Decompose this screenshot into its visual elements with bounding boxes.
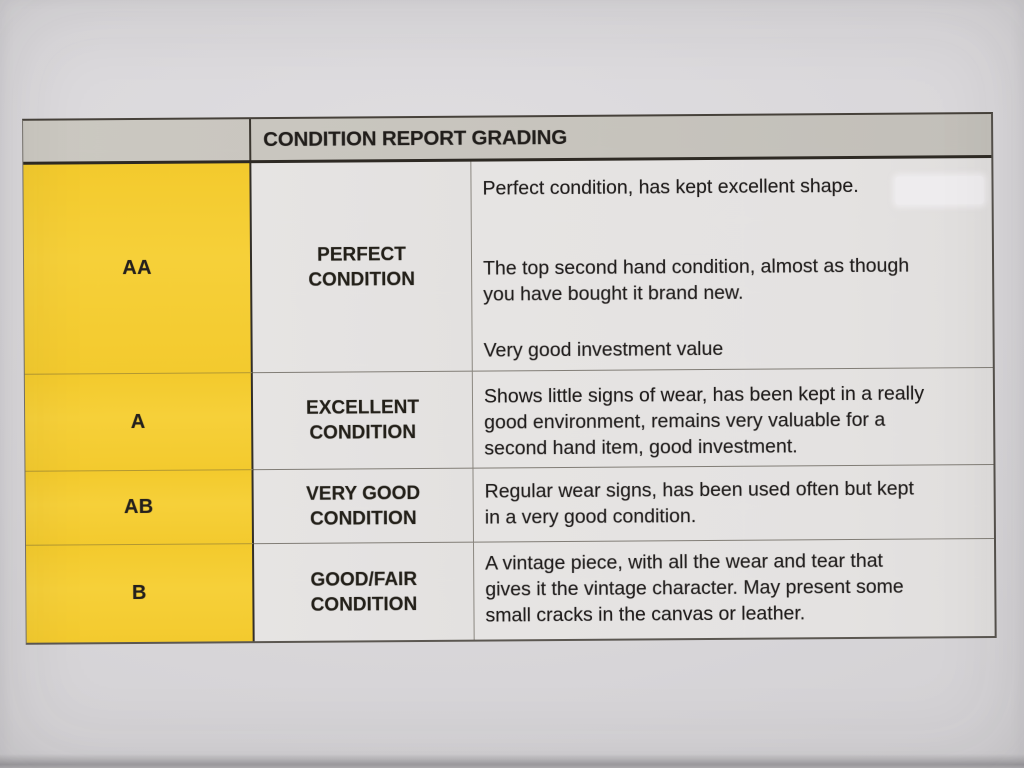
grade-cell: [25, 372, 254, 471]
condition-grading-table: [22, 112, 997, 645]
condition-cell: [253, 468, 474, 544]
condition-cell: [251, 162, 472, 373]
table-row: [23, 158, 992, 374]
description-line: small cracks in the canvas or leather.: [485, 602, 806, 627]
condition-label: GOOD/FAIR CONDITION: [310, 568, 418, 616]
table-header-row: [23, 114, 991, 165]
description-line: Very good investment value: [483, 337, 724, 362]
description-line: A vintage piece, with all the wear and tear that: [485, 549, 884, 575]
description-line: Shows little signs of wear, has been kept in a really: [483, 382, 925, 408]
description-line: gives it the vintage character. May present some: [485, 575, 904, 601]
condition-label: PERFECT CONDITION: [308, 243, 416, 291]
description-paragraph: [485, 475, 988, 531]
table-row: [26, 538, 995, 643]
table-row: [25, 367, 994, 471]
description-line: Perfect condition, has kept excellent shape.: [482, 174, 859, 200]
description-paragraph: [485, 547, 989, 629]
grade-cell: [26, 543, 255, 643]
description-line: The top second hand condition, almost as though: [483, 254, 910, 280]
header-empty-cell: [23, 119, 251, 162]
grade-label: A: [130, 410, 146, 433]
condition-cell: [253, 371, 474, 470]
grade-label: AA: [122, 256, 152, 280]
description-line: second hand item, good investment.: [484, 435, 798, 460]
description-paragraph: [484, 380, 988, 462]
grade-label: AB: [123, 495, 154, 519]
header-title-cell: [251, 114, 991, 160]
description-cell: [474, 538, 995, 640]
paper-bottom-edge: [0, 754, 1024, 768]
description-cell: [473, 367, 994, 468]
table-row: [25, 464, 993, 545]
table-title: CONDITION REPORT GRADING: [263, 125, 568, 151]
condition-cell: [254, 542, 475, 642]
condition-label: EXCELLENT CONDITION: [305, 397, 420, 444]
whiteout-patch: [895, 176, 983, 205]
condition-label: VERY GOOD CONDITION: [306, 482, 421, 530]
description-line: in a very good condition.: [484, 505, 697, 529]
grade-cell: [23, 163, 252, 374]
description-line: good environment, remains very valuable for a: [484, 408, 886, 434]
grade-cell: [25, 469, 254, 545]
description-paragraph: [483, 252, 986, 308]
description-line: you have bought it brand new.: [483, 281, 744, 306]
description-cell: [473, 464, 994, 542]
grade-label: B: [131, 581, 147, 605]
description-paragraph: [484, 334, 987, 364]
description-line: Regular wear signs, has been used often but kept: [484, 477, 914, 503]
